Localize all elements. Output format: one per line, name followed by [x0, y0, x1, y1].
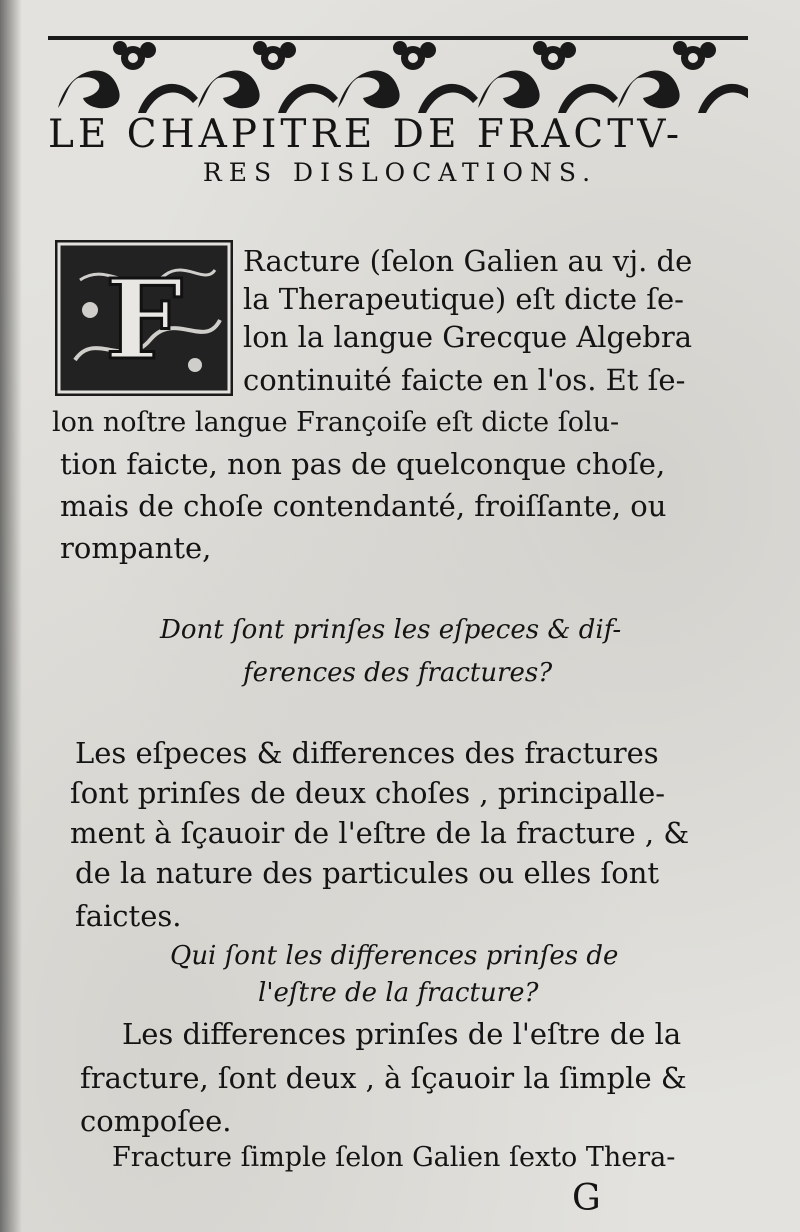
body-line: continuité faicte en l'os. Et ſe-	[243, 363, 686, 397]
signature-mark: G	[572, 1178, 601, 1219]
decorated-initial-f	[55, 240, 233, 396]
body-line: fracture, ſont deux , à ſçauoir la ſimple &	[80, 1061, 687, 1095]
body-line: Fracture ſimple ſelon Galien ſexto Thera-	[112, 1142, 676, 1173]
body-line: compoſee.	[80, 1104, 232, 1138]
chapter-title-line-1: LE CHAPITRE DE FRACTV-	[48, 112, 684, 157]
chapter-title-line-2: RES DISLOCATIONS.	[202, 158, 598, 187]
body-line: Les eſpeces & differences des fractures	[75, 736, 659, 770]
body-line: ment à ſçauoir de l'eſtre de la fracture , &	[70, 816, 690, 850]
floral-headpiece-ornament	[48, 28, 748, 118]
dropcap-letter: F	[104, 255, 184, 384]
body-line: faictes.	[75, 899, 182, 933]
body-line: rompante,	[60, 531, 212, 565]
question-heading: Dont ſont prinſes les eſpeces & dif-	[160, 615, 622, 645]
question-heading: l'eſtre de la fracture?	[258, 978, 539, 1008]
body-line: la Therapeutique) eſt dicte ſe-	[243, 282, 684, 316]
question-heading: ferences des fractures?	[243, 658, 553, 688]
body-line: Racture (ſelon Galien au vj. de	[243, 244, 693, 278]
body-line: ſont prinſes de deux choſes , principalle-	[70, 776, 666, 810]
body-line: tion faicte, non pas de quelconque choſe,	[60, 447, 666, 481]
body-line: Les differences prinſes de l'eſtre de la	[122, 1017, 682, 1051]
body-line: lon la langue Grecque Algebra	[243, 320, 692, 354]
body-line: de la nature des particules ou elles ſont	[75, 856, 660, 890]
body-line: mais de choſe contendanté, froiſſante, ou	[60, 489, 667, 523]
question-heading: Qui ſont les differences prinſes de	[170, 941, 619, 971]
body-line: lon noſtre langue Françoiſe eſt dicte ſolu-	[52, 407, 620, 438]
